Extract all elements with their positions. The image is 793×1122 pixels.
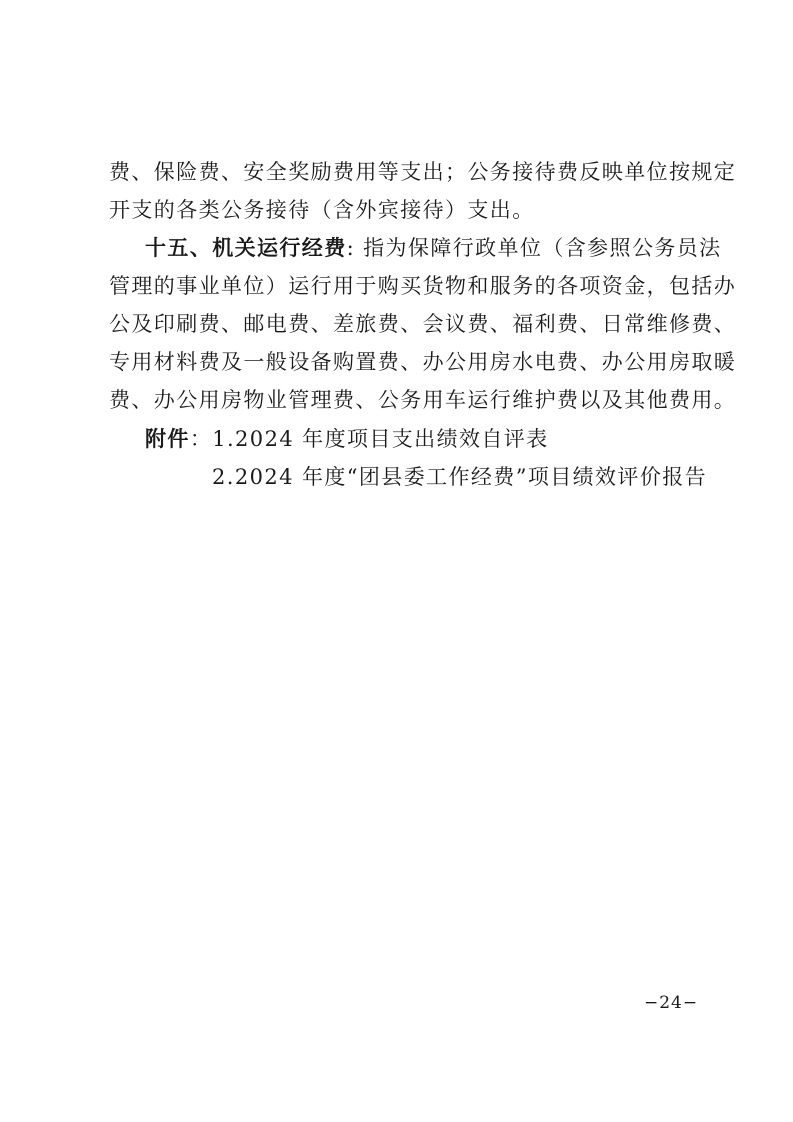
paragraph-1-line-2: 开支的各类公务接待（含外宾接待）支出。 [109,198,535,222]
paragraph-2-line-1 [145,233,722,263]
attachment-item-2: 2.2024 年度“团县委工作经费”项目绩效评价报告 [212,465,708,489]
paragraph-2-line-2: 管理的事业单位）运行用于购买货物和服务的各项资金，包括办 [109,274,737,298]
paragraph-2-line-4: 专用材料费及一般设备购置费、办公用房水电费、办公用房取暖 [109,350,737,374]
page-number: −24− [644,993,699,1013]
section-heading: 十五、机关运行经费 [145,235,347,260]
attachment-item-1: ：1.2024 年度项目支出绩效自评表 [189,427,549,451]
paragraph-1-line-1: 费、保险费、安全奖励费用等支出；公务接待费反映单位按规定 [109,160,737,184]
section-definition-start: : 指为保障行政单位（含参照公务员法 [346,236,722,260]
attachments-label: 附件 [145,426,190,451]
paragraph-2-line-3: 公及印刷费、邮电费、差旅费、会议费、福利费、日常维修费、 [109,312,737,336]
paragraph-2-line-5: 费、办公用房物业管理费、公务用车运行维护费以及其他费用。 [109,388,737,412]
attachments-line-1 [145,424,549,454]
